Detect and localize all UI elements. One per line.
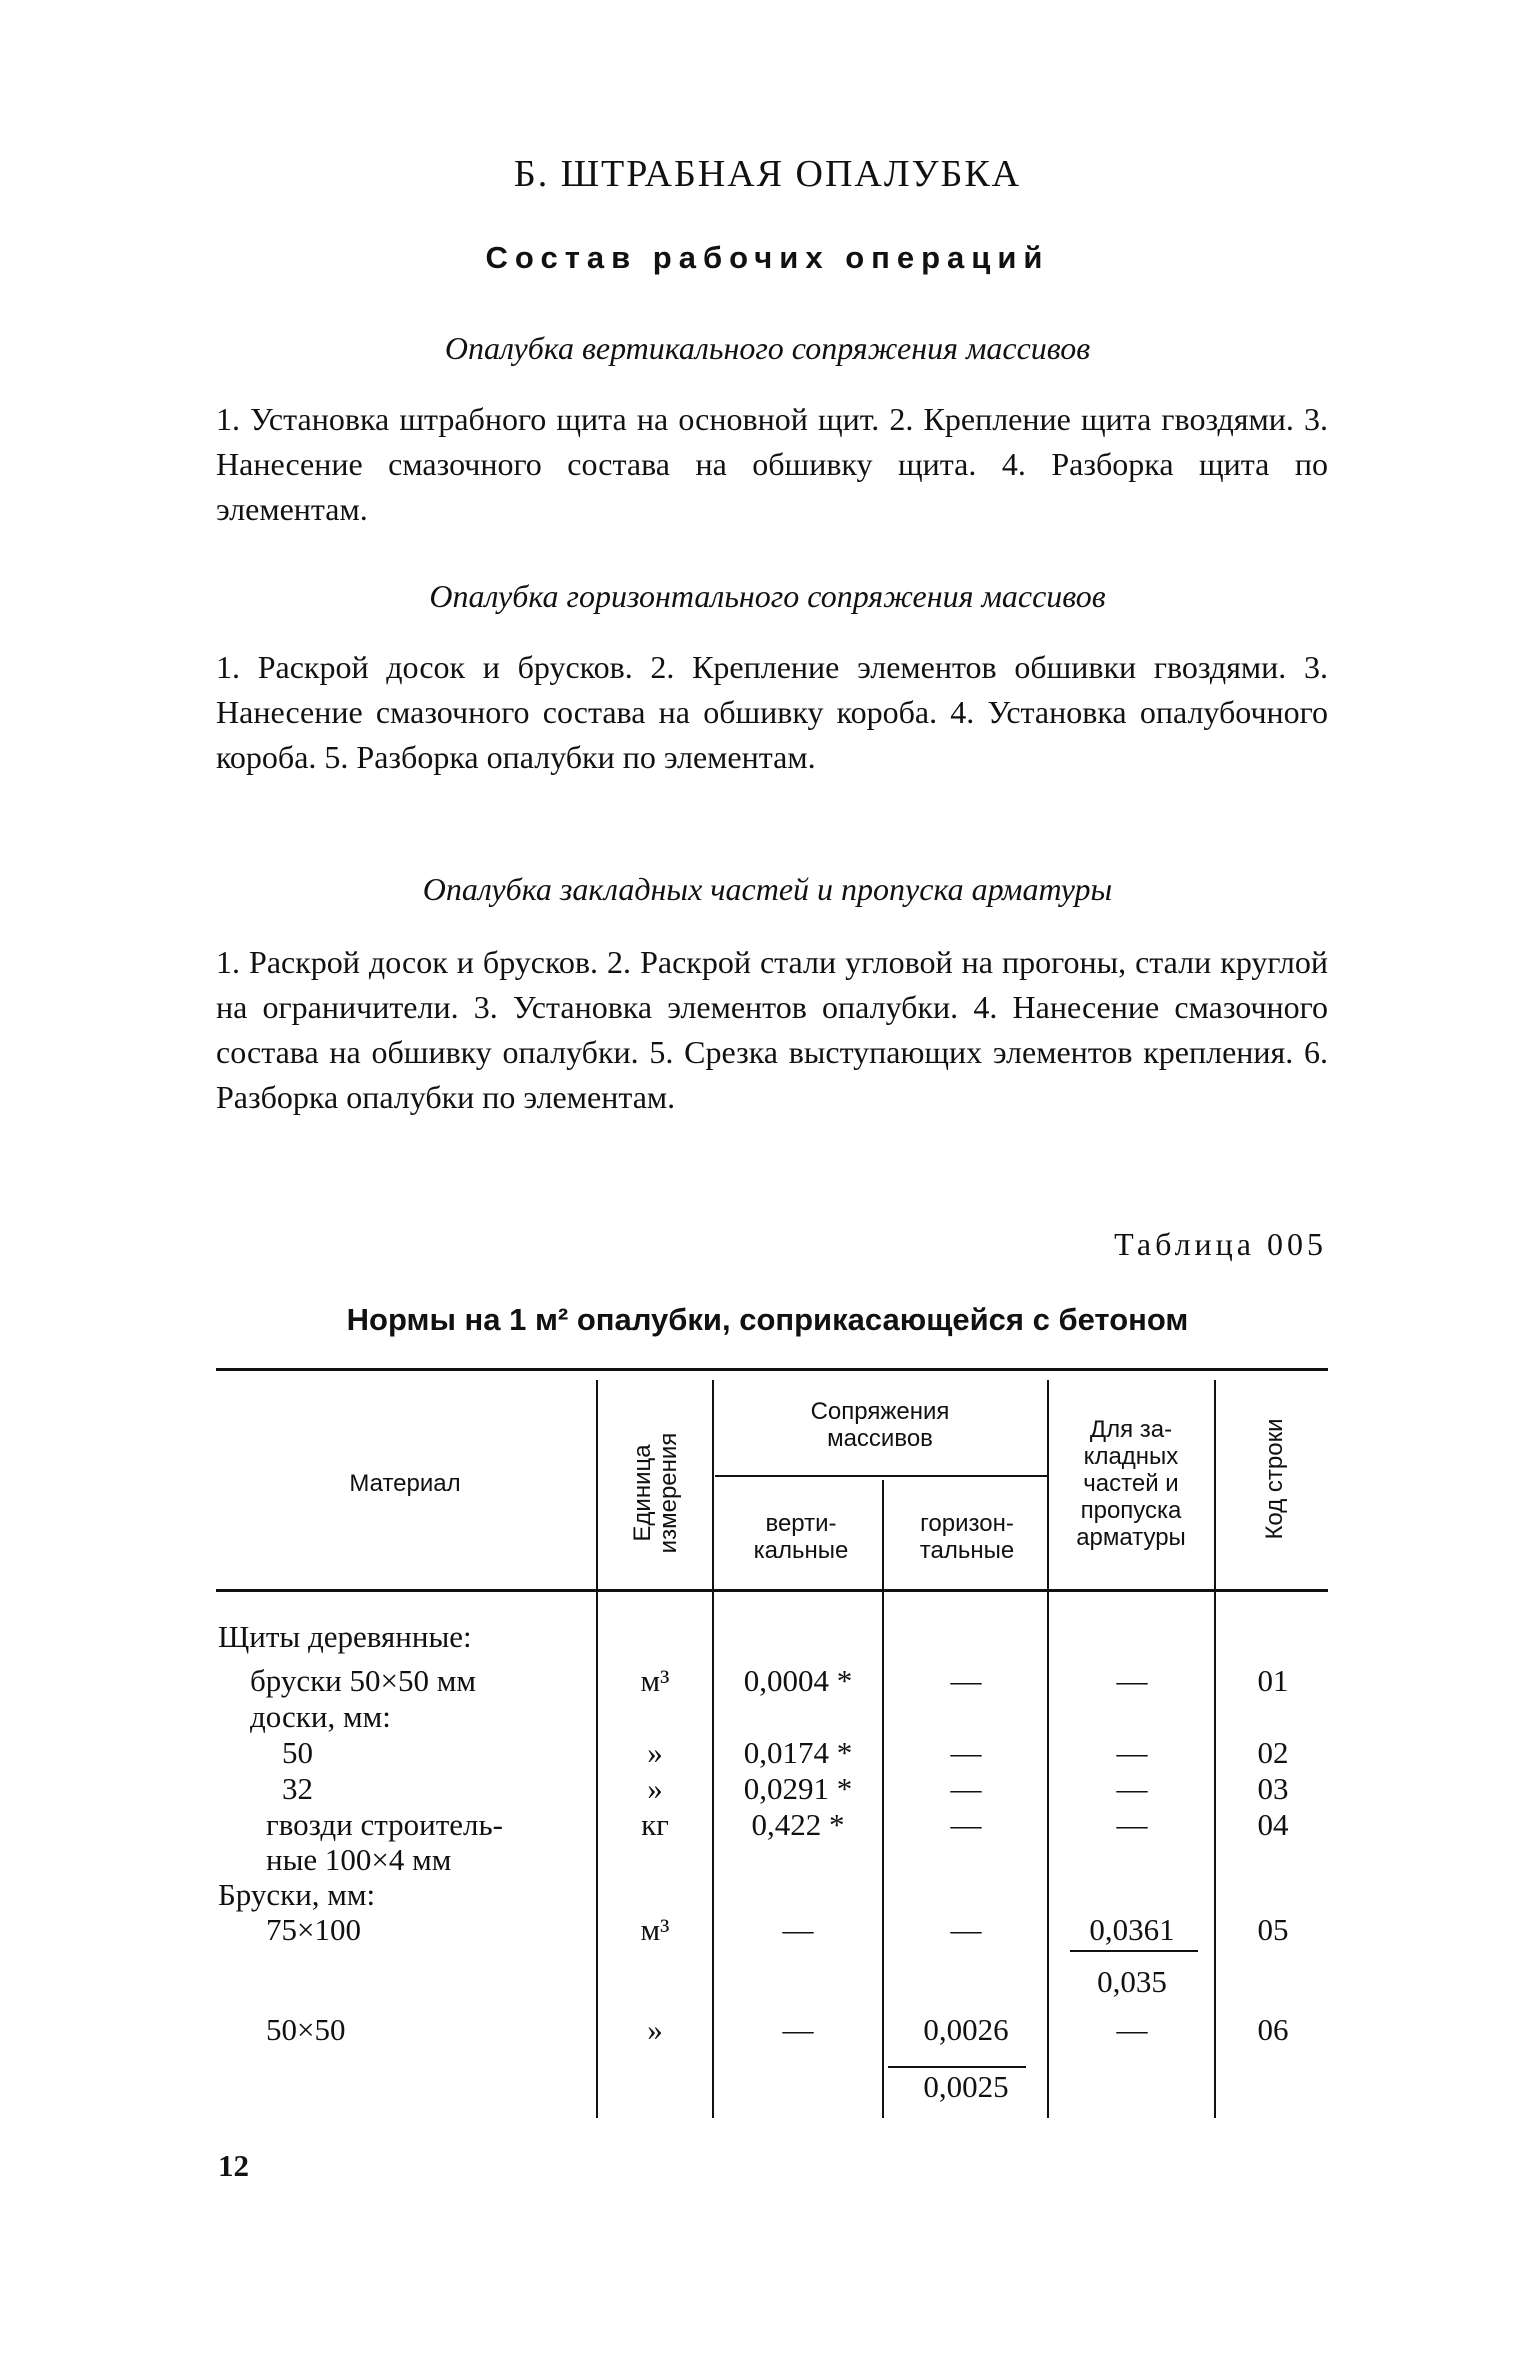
cell-horizontal: — xyxy=(950,1735,982,1770)
cell-unit: » xyxy=(647,2012,663,2047)
header-code: Код строки xyxy=(1261,1418,1288,1540)
col-divider-4 xyxy=(1047,1380,1049,2118)
page-number: 12 xyxy=(218,2148,249,2183)
cell-unit: кг xyxy=(641,1807,669,1842)
paragraph-horizontal-joint: 1. Раскрой досок и брусков. 2. Крепление элементов обшивки гвоздями. 3. Нанесение смазочного состава на обшивку короба. 4. Установка опалубочного короба. 5. Разборка опалубки по элементам. xyxy=(216,649,1328,775)
cell-unit: » xyxy=(647,1735,663,1770)
header-horizontal: горизон- тальные xyxy=(919,1510,1015,1564)
cell-code: 04 xyxy=(1257,1807,1289,1842)
cell-material: 50 xyxy=(282,1735,313,1770)
cell-embedded: — xyxy=(1116,1771,1148,1806)
operations-heading: Состав рабочих операций xyxy=(485,240,1050,275)
cell-embedded-denominator: 0,035 xyxy=(1097,1964,1167,1999)
col-divider-2 xyxy=(712,1380,714,2118)
cell-embedded: — xyxy=(1116,1663,1148,1698)
col-divider-1 xyxy=(596,1380,598,2118)
cell-code: 02 xyxy=(1257,1735,1289,1770)
table-caption: Нормы на 1 м² опалубки, соприкасающейся с бетоном xyxy=(346,1302,1189,1337)
cell-vertical: 0,0291 * xyxy=(743,1771,853,1806)
cell-horizontal: — xyxy=(950,1771,982,1806)
header-joints: Сопряжения массивов xyxy=(810,1398,950,1452)
cell-vertical: — xyxy=(782,1912,814,1947)
cell-vertical: 0,422 * xyxy=(751,1807,845,1842)
col-divider-3 xyxy=(882,1480,884,2118)
cell-material: ные 100×4 мм xyxy=(266,1842,452,1877)
cell-material: доски, мм: xyxy=(250,1699,391,1734)
cell-vertical: 0,0004 * xyxy=(743,1663,853,1698)
subtitle-embedded-parts: Опалубка закладных частей и пропуска арматуры xyxy=(422,871,1113,907)
subtitle-vertical-joint: Опалубка вертикального сопряжения массивов xyxy=(444,330,1091,366)
cell-vertical: 0,0174 * xyxy=(743,1735,853,1770)
paragraph-embedded-parts: 1. Раскрой досок и брусков. 2. Раскрой стали угловой на прогоны, стали круглой на ограничители. 3. Установка элементов опалубки. 4. Нанесение смазочного состава на обшивку опалубки. 5. Срезка выступающих элементов крепления. 6. Разборка опалубки по элементам. xyxy=(216,944,1328,1115)
cell-horizontal-numerator: 0,0026 xyxy=(923,2012,1009,2047)
cell-unit: м³ xyxy=(640,1912,670,1947)
cell-code: 01 xyxy=(1257,1663,1289,1698)
header-bottom-rule xyxy=(216,1589,1328,1592)
fraction-rule-06 xyxy=(888,2066,1026,2068)
cell-unit: » xyxy=(647,1771,663,1806)
cell-material: 32 xyxy=(282,1771,313,1806)
cell-material: бруски 50×50 мм xyxy=(250,1663,476,1698)
cell-vertical: — xyxy=(782,2012,814,2047)
header-embedded: Для за- кладных частей и пропуска арматуры xyxy=(1076,1416,1186,1551)
cell-code: 03 xyxy=(1257,1771,1289,1806)
table-label: Таблица 005 xyxy=(1114,1226,1327,1262)
table-top-rule xyxy=(216,1368,1328,1371)
cell-unit: м³ xyxy=(640,1663,670,1698)
cell-material: Бруски, мм: xyxy=(218,1877,376,1912)
cell-material: Щиты деревянные: xyxy=(218,1619,472,1654)
cell-horizontal: — xyxy=(950,1807,982,1842)
cell-code: 05 xyxy=(1257,1912,1289,1947)
cell-code: 06 xyxy=(1257,2012,1289,2047)
header-material: Материал xyxy=(349,1470,461,1497)
header-vertical: верти- кальные xyxy=(753,1510,849,1564)
cell-embedded: — xyxy=(1116,1735,1148,1770)
subtitle-horizontal-joint: Опалубка горизонтального сопряжения массивов xyxy=(429,578,1106,614)
joints-subheader-rule xyxy=(715,1475,1048,1477)
cell-embedded: — xyxy=(1116,2012,1148,2047)
cell-horizontal: — xyxy=(950,1663,982,1698)
fraction-rule-05 xyxy=(1070,1950,1198,1952)
section-title: Б. ШТРАБНАЯ ОПАЛУБКА xyxy=(513,153,1022,195)
cell-embedded-numerator: 0,0361 xyxy=(1089,1912,1175,1947)
cell-horizontal: — xyxy=(950,1912,982,1947)
cell-material: 75×100 xyxy=(266,1912,361,1947)
cell-horizontal-denominator: 0,0025 xyxy=(923,2069,1009,2104)
cell-material: гвозди строитель- xyxy=(266,1807,503,1842)
col-divider-5 xyxy=(1214,1380,1216,2118)
header-unit: Единица измерения xyxy=(629,1432,682,1554)
cell-embedded: — xyxy=(1116,1807,1148,1842)
cell-material: 50×50 xyxy=(266,2012,346,2047)
paragraph-vertical-joint: 1. Установка штрабного щита на основной щит. 2. Крепление щита гвоздями. 3. Нанесение смазочного состава на обшивку щита. 4. Разборка щита по элементам. xyxy=(216,401,1328,527)
